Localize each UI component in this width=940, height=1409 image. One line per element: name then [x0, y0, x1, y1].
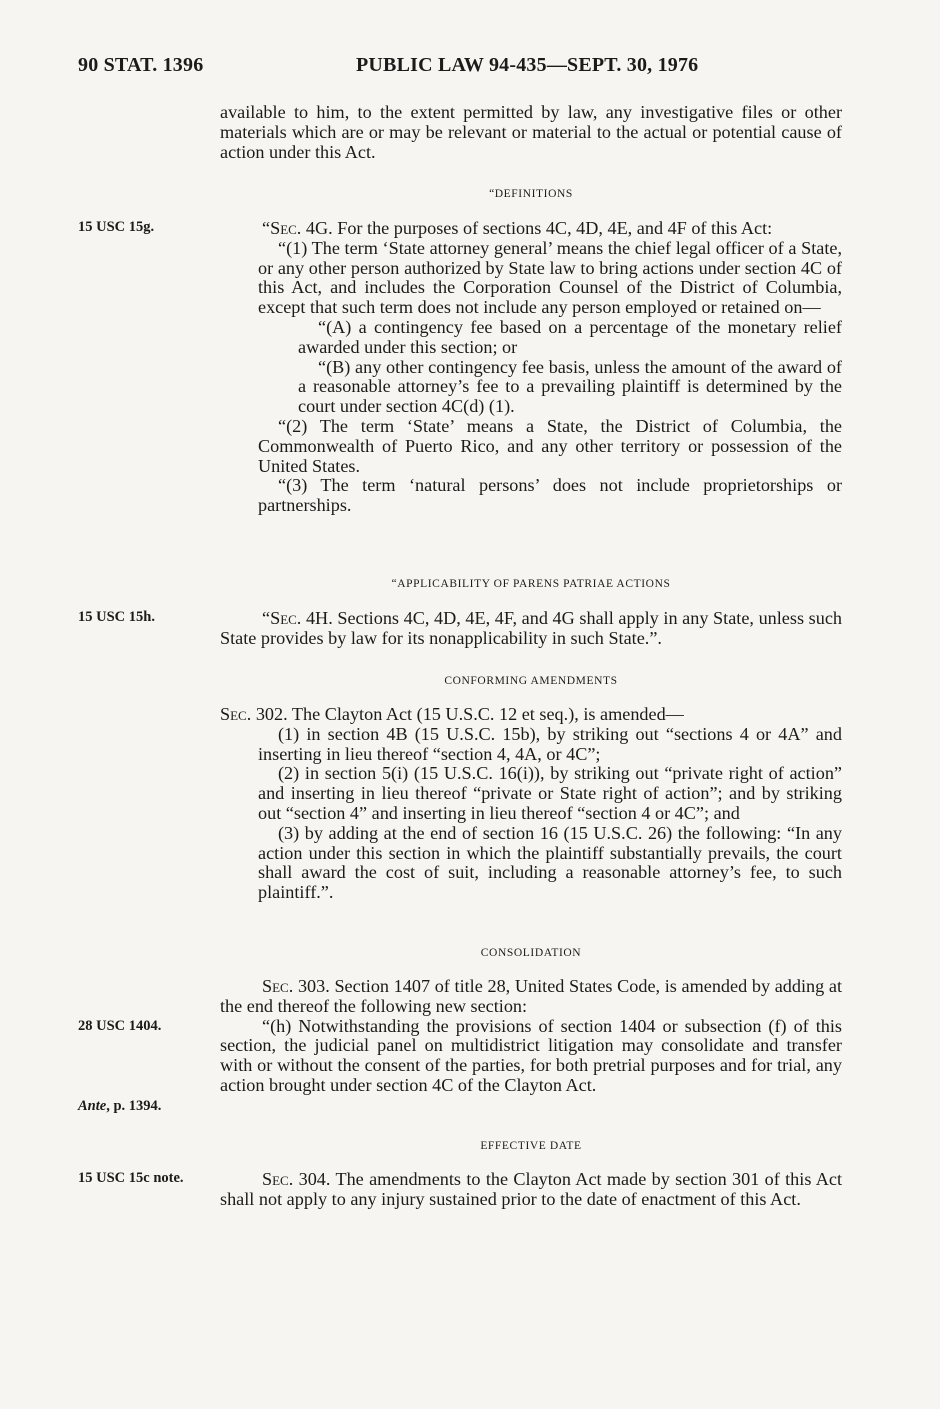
amendment-1: (1) in section 4B (15 U.S.C. 15b), by striking out “sections 4 or 4A” and inserting in lieu thereof “section 4, 4A, or 4C”; [258, 723, 842, 764]
section-303-label: Sec. 303. [262, 976, 330, 996]
section-4g-label: “Sec. 4G. [262, 218, 333, 238]
section-302-intro [220, 705, 842, 725]
section-303-intro [220, 977, 842, 1017]
definition-2: “(2) The term ‘State’ means a State, the District of Columbia, the Commonwealth of Puerto Rico, and any other territory or possession of the United States. [258, 415, 842, 476]
section-4h-paragraph [220, 609, 842, 649]
section-303-subsection-h: “(h) Notwithstanding the provisions of section 1404 or subsection (f) of this section, the judicial panel on multidistrict litigation may consolidate and transfer with or without the consent of the parties, for both pretrial purposes and for trial, any action brought under section 4C of the Clayton Act. [220, 1015, 842, 1095]
page-header-title: PUBLIC LAW 94-435—SEPT. 30, 1976 [356, 54, 699, 76]
section-302-label: Sec. 302. [220, 704, 288, 724]
definition-1b: “(B) any other contingency fee basis, unless the amount of the award of a reasonable attorney’s fee to a prevailing plaintiff is determined by the court under section 4C(d) (1). [298, 356, 842, 417]
section-303-text: Section 1407 of title 28, United States Code, is amended by adding at the end thereof the following new section: [220, 976, 842, 1016]
margin-note-15-usc-15g: 15 USC 15g. [78, 219, 155, 235]
section-302-block [220, 705, 842, 903]
margin-note-15-usc-15h: 15 USC 15h. [78, 609, 155, 625]
definition-1: “(1) The term ‘State attorney general’ means the chief legal officer of a State, or any other person authorized by State law to bring actions under section 4C of this Act, and includes the Corporation Counsel of the District of Columbia, except that such term does not include any person employed or retained on— [258, 237, 842, 318]
margin-note-ante [78, 1098, 161, 1115]
section-304-label: Sec. 304. [262, 1169, 331, 1189]
heading-definitions: “DEFINITIONS [489, 188, 573, 200]
heading-conforming-amendments: CONFORMING AMENDMENTS [444, 675, 618, 687]
definition-3: “(3) The term ‘natural persons’ does not include proprietorships or partnerships. [258, 475, 842, 516]
heading-effective-date: EFFECTIVE DATE [480, 1140, 582, 1152]
section-4g-text: For the purposes of sections 4C, 4D, 4E, and 4F of this Act: [332, 218, 773, 238]
margin-note-ante-italic: Ante [78, 1098, 107, 1114]
section-304-text: The amendments to the Clayton Act made by section 301 of this Act shall not apply to any injury sustained prior to the date of enactment of this Act. [220, 1169, 843, 1209]
page-header-statute: 90 STAT. 1396 [78, 54, 204, 76]
section-4g-block [220, 219, 842, 516]
margin-note-28-usc-1404: 28 USC 1404. [78, 1018, 162, 1034]
section-4h-text: Sections 4C, 4D, 4E, 4F, and 4G shall apply in any State, unless such State provides by law for its nonapplicability in such State.”. [220, 608, 842, 648]
intro-text: available to him, to the extent permitted by law, any investigative files or other materials which are or may be relevant or material to the actual or potential cause of action under this Act. [220, 102, 842, 162]
heading-consolidation: CONSOLIDATION [480, 947, 582, 959]
section-302-text: The Clayton Act (15 U.S.C. 12 et seq.), is amended— [287, 704, 684, 724]
section-304-block [220, 1170, 842, 1210]
amendment-3: (3) by adding at the end of section 16 (15 U.S.C. 26) the following: “In any action under this section in which the plaintiff substantially prevails, the court shall award the cost of suit, including a reasonable attorney’s fee, to such plaintiff.”. [258, 822, 842, 903]
section-303-block [220, 977, 842, 1096]
definition-1a: “(A) a contingency fee based on a percentage of the monetary relief awarded under this section; or [298, 316, 842, 357]
heading-applicability: “APPLICABILITY OF PARENS PATRIAE ACTIONS [391, 578, 671, 590]
intro-paragraph [220, 103, 842, 162]
section-4h-block [220, 609, 842, 649]
margin-note-ante-page: , p. 1394. [106, 1098, 162, 1114]
section-4g-intro [220, 219, 842, 239]
margin-note-15-usc-15c-note: 15 USC 15c note. [78, 1170, 184, 1186]
section-4h-label: “Sec. 4H. [262, 608, 333, 628]
section-304-paragraph [220, 1170, 842, 1210]
amendment-2: (2) in section 5(i) (15 U.S.C. 16(i)), by striking out “private right of action” and inserting in lieu thereof “private or State right of action”; and by striking out “section 4” and inserting in lieu thereof “section 4 or 4C”; and [258, 763, 842, 823]
